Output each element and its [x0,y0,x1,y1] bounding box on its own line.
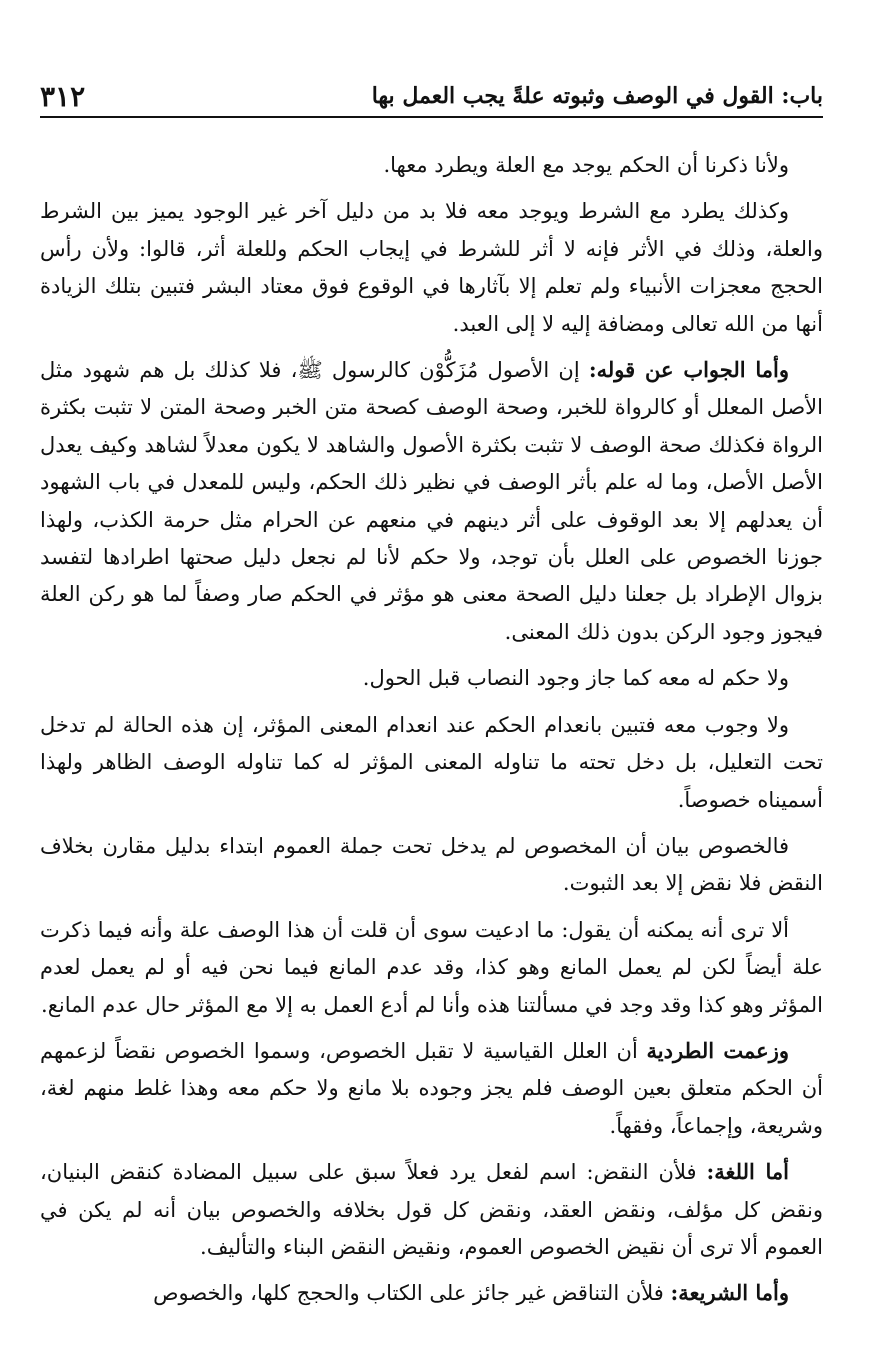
paragraph-text: ولأنا ذكرنا أن الحكم يوجد مع العلة ويطرد معها. [383,153,789,177]
paragraph-text: فالخصوص بيان أن المخصوص لم يدخل تحت جملة العموم ابتداء بدليل مقارن بخلاف النقض فلا نقض إلا بعد الثبوت. [40,833,823,896]
paragraph [40,1153,823,1266]
paragraph [40,192,823,343]
paragraph-text: ألا ترى أنه يمكنه أن يقول: ما ادعيت سوى أن قلت أن هذا الوصف علة وأنه فيما ذكرت علة أيضاً لكن لم يعمل المانع وهو كذا، وقد عدم المانع فيما نحن فيه أو لم يعمل لعدم المؤثر وهو كذا وقد وجد في مسألتنا هذه وأنا لم أدع العمل به إلا مع المؤثر حال عدم المانع. [40,917,823,1017]
paragraph [40,827,823,903]
page-number: ٣١٢ [40,79,86,113]
paragraph-text: إن الأصول مُزَكُّوْن كالرسول ﷺ، فلا كذلك بل هم شهود مثل الأصل المعلل أو كالرواة للخبر، وصحة الوصف كصحة متن الخبر وصحة المتن لا تثبت بكثرة الرواة فكذلك صحة الوصف لا تثبت بكثرة الأصول والشاهد لا يكون معدلاً لشاهد وكيف يعدل الأصل الأصل، وما له علم بأثر الوصف في نظير ذلك الحكم، وليس للمعدل في باب الشهود أن يعدلهم إلا بعد الوقوف على أثر دينهم في منعهم عن الحرام مثل حرمة الكذب، ولهذا جوزنا الخصوص على العلل بأن توجد، ولا حكم لأنا لم نجعل دليل صحتها اطرادها لتفسد بزوال الإطراد بل جعلنا دليل الصحة معنى هو مؤثر في الحكم صار وصفاً لما هو ركن العلة فيجوز وجود الركن بدون ذلك المعنى. [40,358,823,644]
running-title: باب: القول في الوصف وثبوته علةً يجب العمل بها [371,83,823,109]
paragraph [40,1274,823,1312]
paragraph [40,1032,823,1145]
paragraph-text: وكذلك يطرد مع الشرط ويوجد معه فلا بد من دليل آخر غير الوجود يميز بين الشرط والعلة، وذلك في الأثر فإنه لا أثر للشرط في إيجاب الحكم وللعلة أثر، قالوا: ولأن رأس الحجج معجزات الأنبياء ولم تعلم إلا بآثارها في الوقوع فوق معتاد البشر فتبين بتلك الزيادة أنها من الله تعالى ومضافة إليه لا إلى العبد. [40,199,823,336]
paragraph-lead: أما اللغة: [706,1159,789,1185]
paragraph [40,911,823,1024]
paragraph-text: فلأن التناقض غير جائز على الكتاب والحجج كلها، والخصوص [153,1281,671,1306]
paragraph [40,351,823,651]
paragraph [40,706,823,819]
paragraph-lead: وزعمت الطردية [646,1037,789,1063]
paragraph [40,659,823,697]
paragraph-lead: وأما الجواب عن قوله: [588,357,790,383]
paragraph [40,146,823,184]
paragraph-text: فلأن النقض: اسم لفعل يرد فعلاً سبق على سبيل المضادة كنقض البنيان، ونقض كل مؤلف، ونقض العقد، ونقض كل قول بخلافه والخصوص بيان أنه لم يكن في العموم ألا ترى أن نقيض الخصوص العموم، ونقيض النقض البناء والتأليف. [40,1160,823,1259]
paragraph-text: ولا وجوب معه فتبين بانعدام الحكم عند انعدام المعنى المؤثر، إن هذه الحالة لم تدخل تحت التعليل، بل دخل تحته ما تناوله المعنى المؤثر له كما تناوله الوصف الظاهر ولهذا أسميناه خصوصاً. [40,712,823,812]
paragraph-lead: وأما الشريعة: [670,1280,789,1306]
page-header [40,76,823,118]
paragraph-text: أن العلل القياسية لا تقبل الخصوص، وسموا الخصوص نقضاً لزعمهم أن الحكم متعلق بعين الوصف فلم يجز وجوده بلا مانع ولا حكم معه وهذا غلط منهم لغة، وشريعة، وإجماعاً، وفقهاً. [40,1038,823,1138]
body-text [40,146,823,1321]
paragraph-text: ولا حكم له معه كما جاز وجود النصاب قبل الحول. [362,666,789,691]
